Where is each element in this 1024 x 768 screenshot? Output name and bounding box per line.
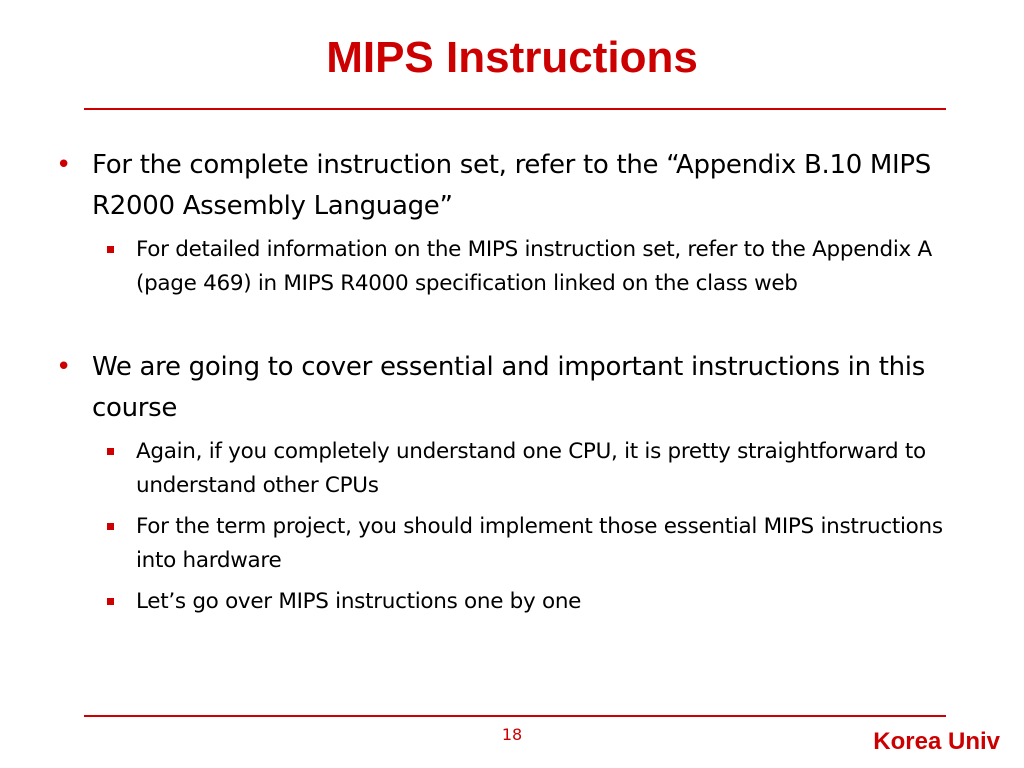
square-bullet-icon (107, 246, 114, 253)
bullet-dot-icon: • (56, 352, 72, 382)
bullet-text: We are going to cover essential and important instructions in this course (92, 352, 925, 423)
bullet-text: For the complete instruction set, refer to the “Appendix B.10 MIPS R2000 Assembly Language” (92, 150, 931, 221)
sub-bullet-text: For the term project, you should implement those essential MIPS instructions into hardware (136, 514, 943, 573)
slide-title: MIPS Instructions (326, 33, 698, 82)
sub-bullet-text: For detailed information on the MIPS instruction set, refer to the Appendix A (page 469) in MIPS R4000 specification linked on the class web (136, 237, 932, 296)
sub-bullet-item (56, 510, 966, 578)
title-divider (84, 108, 946, 110)
square-bullet-icon (107, 598, 114, 605)
sub-bullet-text: Let’s go over MIPS instructions one by one (136, 589, 582, 614)
bullet-item (56, 347, 966, 429)
bullet-dot-icon: • (56, 150, 72, 180)
sub-bullet-item (56, 233, 966, 301)
square-bullet-icon (107, 523, 114, 530)
sub-bullet-item (56, 585, 966, 619)
slide-content (56, 145, 966, 619)
sub-bullet-item (56, 435, 966, 503)
bullet-item (56, 145, 966, 227)
square-bullet-icon (107, 448, 114, 455)
footer-brand: Korea Univ (873, 728, 1000, 755)
footer-divider (84, 715, 946, 717)
sub-bullet-text: Again, if you completely understand one CPU, it is pretty straightforward to understand other CPUs (136, 439, 926, 498)
page-number: 18 (501, 725, 523, 744)
